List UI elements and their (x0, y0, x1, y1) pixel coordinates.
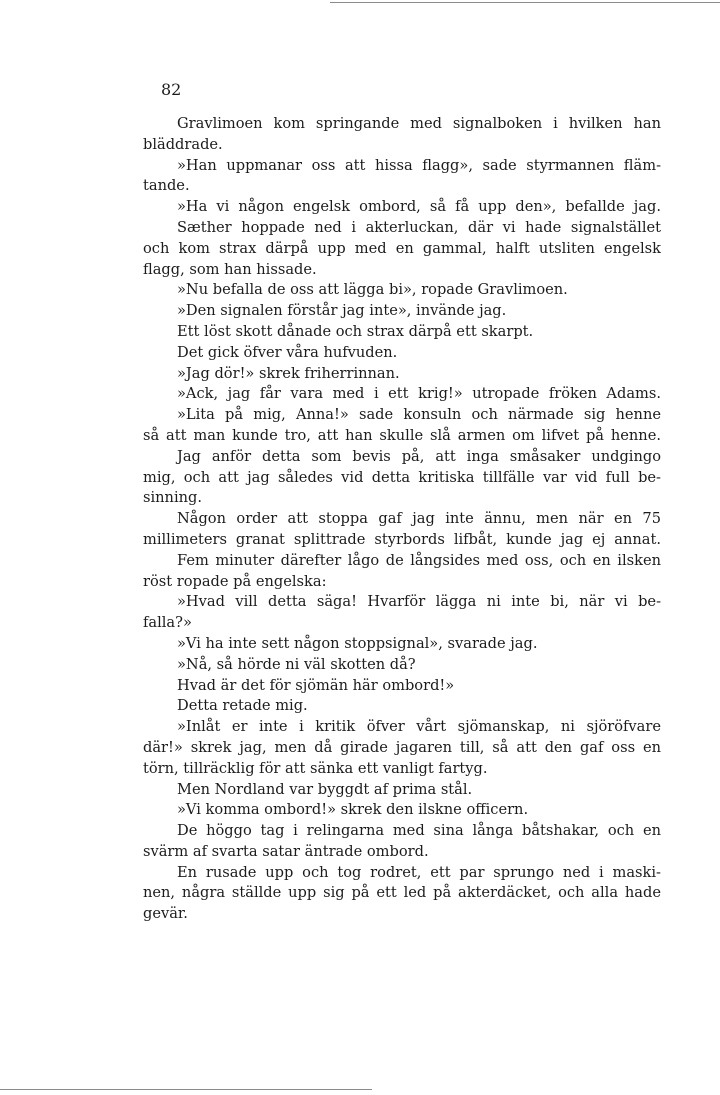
text-line: så att man kunde tro, att han skulle slå armen om lifvet på henne. (143, 426, 661, 444)
text-line: »Vi ha inte sett någon stoppsignal», svarade jag. (177, 634, 538, 652)
text-line: bläddrade. (143, 135, 223, 153)
text-line: Ett löst skott dånade och strax därpå ett skarpt. (177, 322, 534, 340)
text-line: »Vi komma ombord!» skrek den ilskne officern. (177, 801, 529, 819)
text-line: flagg, som han hissade. (143, 260, 317, 278)
top-edge-rule (330, 2, 720, 3)
text-line: »Ha vi någon engelsk ombord, så få upp den», befallde jag. (177, 198, 661, 216)
text-line: Gravlimoen kom springande med signalboken i hvilken han (177, 115, 661, 132)
text-line: »Han uppmanar oss att hissa flagg», sade styrmannen fläm- (177, 156, 661, 174)
bottom-edge-rule (0, 1089, 372, 1090)
text-line: millimeters granat splittrade styrbords lifbåt, kunde jag ej annat. (143, 530, 661, 548)
page-number: 82 (161, 80, 182, 99)
text-line: törn, tillräcklig för att sänka ett vanligt fartyg. (143, 759, 488, 777)
text-line: falla?» (143, 614, 192, 632)
text-line: Fem minuter därefter lågo de långsides med oss, och en ilsken (177, 551, 661, 569)
text-line: Någon order att stoppa gaf jag inte ännu, men när en 75 (177, 510, 661, 528)
text-line: röst ropade på engelska: (143, 572, 327, 590)
text-line: Sæther hoppade ned i akterluckan, där vi hade signalstället (177, 218, 661, 236)
text-line: »Jag dör!» skrek friherrinnan. (177, 364, 400, 382)
text-line: Hvad är det för sjömän här ombord!» (177, 676, 455, 694)
text-line: sinning. (143, 489, 203, 507)
text-line: gevär. (143, 905, 188, 923)
text-line: Men Nordland var byggdt af prima stål. (177, 780, 473, 798)
text-line: En rusade upp och tog rodret, ett par sprungo ned i maski- (177, 863, 661, 881)
text-line: och kom strax därpå upp med en gammal, halft utsliten engelsk (143, 239, 661, 257)
text-line: Detta retade mig. (177, 697, 308, 715)
text-line: »Nå, så hörde ni väl skotten då? (177, 655, 416, 673)
text-line: »Hvad vill detta säga! Hvarför lägga ni inte bi, när vi be- (177, 593, 661, 611)
text-line: Jag anför detta som bevis på, att inga småsaker undgingo (177, 447, 661, 465)
text-line: »Ack, jag får vara med i ett krig!» utropade fröken Adams. (177, 385, 661, 403)
text-line: mig, och att jag således vid detta kritiska tillfälle var vid full be- (143, 468, 661, 486)
text-line: »Nu befalla de oss att lägga bi», ropade Gravlimoen. (177, 281, 568, 299)
text-line: där!» skrek jag, men då girade jagaren till, så att den gaf oss en (143, 738, 661, 756)
text-line: »Den signalen förstår jag inte», invände jag. (177, 302, 507, 320)
text-line: »Inlåt er inte i kritik öfver vårt sjömanskap, ni sjöröfvare (177, 718, 661, 736)
text-line: »Lita på mig, Anna!» sade konsuln och närmade sig henne (177, 406, 661, 424)
text-line: De höggo tag i relingarna med sina långa båtshakar, och en (177, 822, 661, 840)
text-line: nen, några ställde upp sig på ett led på akterdäcket, och alla hade (143, 884, 661, 902)
text-line: svärm af svarta satar äntrade ombord. (143, 842, 429, 860)
text-line: Det gick öfver våra hufvuden. (177, 343, 398, 361)
body-text (143, 114, 661, 925)
text-line: tande. (143, 177, 190, 195)
